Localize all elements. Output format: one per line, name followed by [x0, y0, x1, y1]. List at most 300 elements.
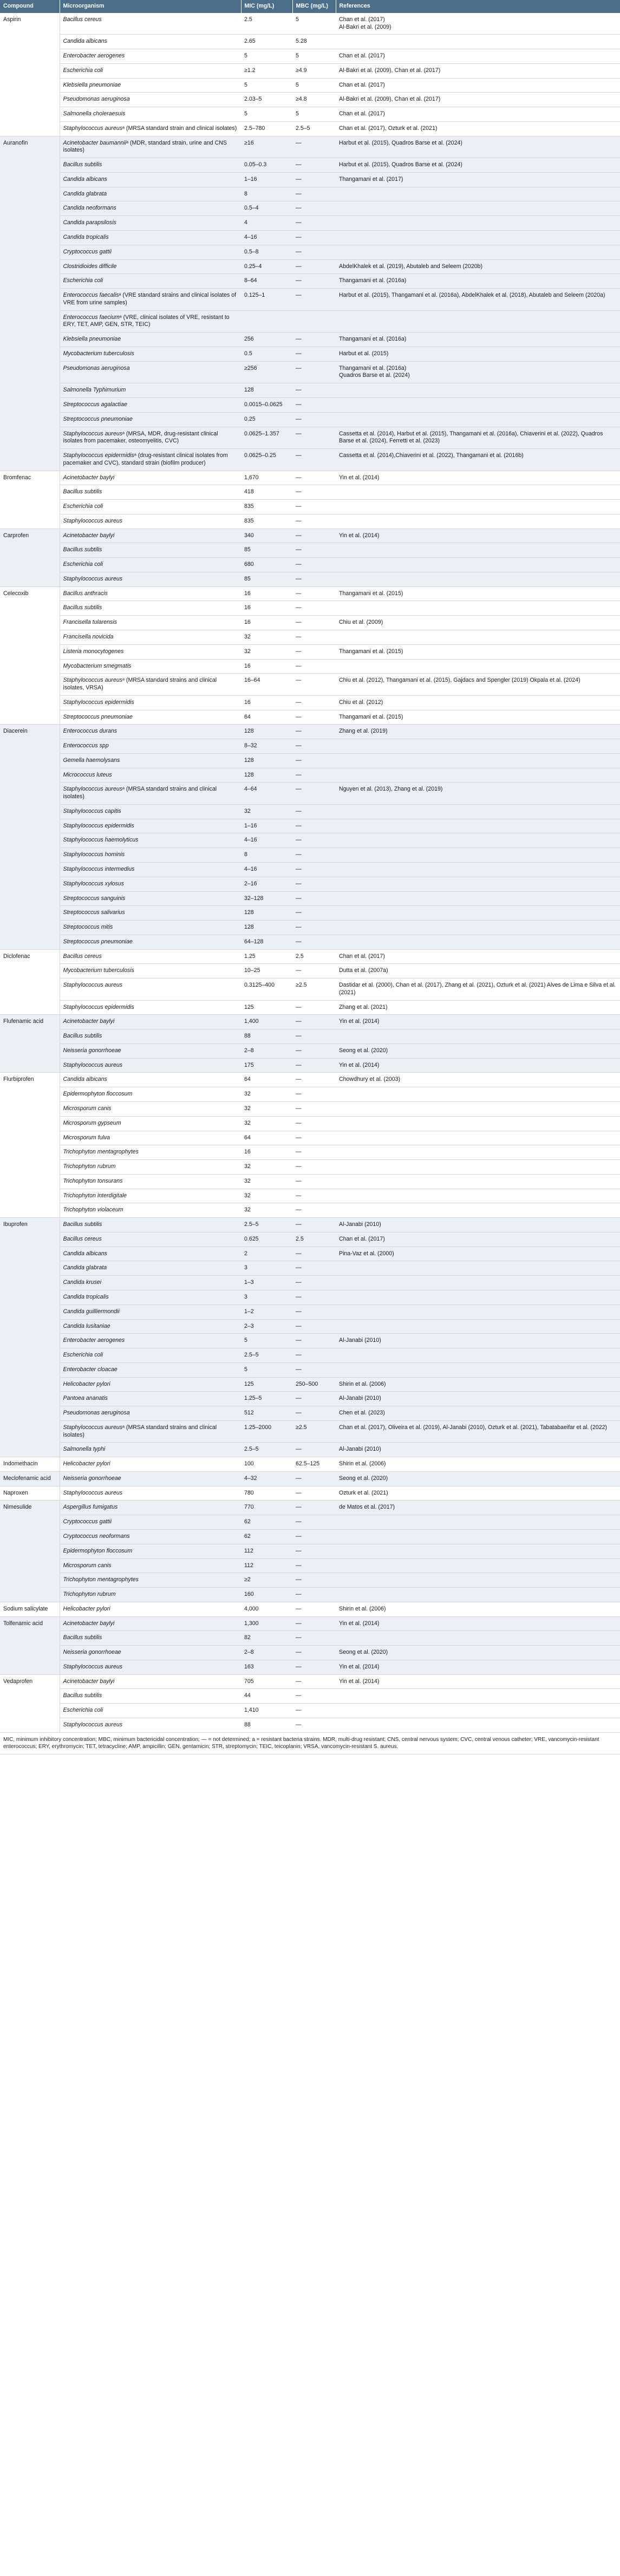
species-name: Acinetobacter baumannii: [63, 139, 127, 146]
species-name: Staphylococcus epidermidis: [63, 1003, 134, 1010]
microorganism-cell: [60, 485, 241, 500]
microorganism-cell: [60, 753, 241, 768]
mbc-cell: —: [292, 1486, 336, 1501]
compound-cell: Indomethacin: [0, 1457, 60, 1472]
table-row: [0, 514, 620, 529]
mic-cell: 0.05–0.3: [241, 158, 292, 173]
mic-cell: 0.25–4: [241, 259, 292, 274]
mbc-cell: —: [292, 1443, 336, 1457]
table-row: [0, 1015, 620, 1029]
mic-cell: 0.5: [241, 347, 292, 361]
microorganism-cell: [60, 136, 241, 158]
species-name: Bacillus subtilis: [63, 546, 102, 553]
mbc-cell: —: [292, 1189, 336, 1203]
mbc-cell: —: [292, 172, 336, 187]
compound-cell: Vedaprofen: [0, 1674, 60, 1732]
table-row: [0, 1131, 620, 1145]
mic-cell: 128: [241, 753, 292, 768]
species-name: Helicobacter pylori: [63, 1605, 110, 1612]
microorganism-cell: [60, 891, 241, 906]
microorganism-cell: [60, 1406, 241, 1421]
mic-cell: 4: [241, 216, 292, 231]
mic-cell: 0.5–4: [241, 201, 292, 216]
table-row: [0, 1646, 620, 1660]
table-row: [0, 397, 620, 412]
strain-note: ᵃ (MRSA standard strain and clinical isolates): [122, 125, 237, 132]
species-name: Gemella haemolysans: [63, 757, 120, 764]
microorganism-cell: [60, 1189, 241, 1203]
microorganism-cell: [60, 964, 241, 979]
mbc-cell: —: [292, 782, 336, 805]
reference-cell: Thangamani et al. (2016a): [336, 274, 620, 289]
species-name: Staphylococcus hominis: [63, 851, 125, 858]
table-row: [0, 1529, 620, 1544]
table-row: [0, 1501, 620, 1515]
reference-cell: [336, 1348, 620, 1363]
species-name: Escherichia coli: [63, 277, 103, 284]
microorganism-cell: [60, 1203, 241, 1218]
microorganism-cell: [60, 1087, 241, 1102]
reference-cell: [336, 906, 620, 921]
reference-cell: [336, 201, 620, 216]
microorganism-cell: [60, 107, 241, 122]
microorganism-cell: [60, 739, 241, 754]
compound-cell: Celecoxib: [0, 586, 60, 725]
mic-cell: 2.03–5: [241, 93, 292, 107]
mbc-cell: —: [292, 1174, 336, 1189]
reference-cell: Shirin et al. (2006): [336, 1377, 620, 1392]
mic-cell: 4–32: [241, 1471, 292, 1486]
mbc-cell: —: [292, 558, 336, 572]
mbc-cell: —: [292, 274, 336, 289]
table-row: [0, 1631, 620, 1646]
reference-cell: [336, 187, 620, 201]
reference-cell: Cassetta et al. (2014), Harbut et al. (2015), Thangamani et al. (2016a), Chiaverini et al. (2022), Quadros Barse et al. (2024), Ferretti et al. (2023): [336, 427, 620, 449]
microorganism-cell: [60, 725, 241, 739]
reference-cell: Thangamani et al. (2015): [336, 586, 620, 601]
mbc-cell: 2.5–5: [292, 121, 336, 136]
species-name: Enterobacter cloacae: [63, 1366, 118, 1373]
mbc-cell: —: [292, 1646, 336, 1660]
compound-cell: Tolfenamic acid: [0, 1616, 60, 1674]
reference-cell: Dastidar et al. (2000), Chan et al. (2017), Zhang et al. (2021), Ozturk et al. (2021) Alves de Lima e Silva et al. (2021): [336, 979, 620, 1001]
mic-cell: 82: [241, 1631, 292, 1646]
reference-cell: Shirin et al. (2006): [336, 1602, 620, 1616]
reference-cell: Zhang et al. (2021): [336, 1000, 620, 1015]
table-row: [0, 49, 620, 64]
reference-cell: [336, 1203, 620, 1218]
microorganism-cell: [60, 49, 241, 64]
reference-cell: [336, 659, 620, 674]
table-row: [0, 601, 620, 616]
mic-cell: 128: [241, 768, 292, 782]
compound-cell: Bromfenac: [0, 471, 60, 529]
reference-cell: [336, 1131, 620, 1145]
table-row: [0, 819, 620, 833]
table-row: [0, 412, 620, 427]
header-compound: Compound: [0, 0, 60, 13]
microorganism-cell: [60, 804, 241, 819]
compound-cell: Diacerein: [0, 725, 60, 949]
mbc-cell: —: [292, 1218, 336, 1232]
species-name: Candida glabrata: [63, 1264, 107, 1271]
reference-cell: Chiu et al. (2009): [336, 616, 620, 630]
table-row: [0, 949, 620, 964]
mbc-cell: —: [292, 725, 336, 739]
mbc-cell: —: [292, 1029, 336, 1044]
mic-cell: 64: [241, 1073, 292, 1087]
reference-cell: [336, 1529, 620, 1544]
mbc-cell: —: [292, 1276, 336, 1290]
mbc-cell: —: [292, 1319, 336, 1334]
microorganism-cell: [60, 695, 241, 710]
table-row: [0, 543, 620, 558]
mbc-cell: —: [292, 1588, 336, 1602]
species-name: Neisseria gonorrhoeae: [63, 1047, 121, 1054]
mic-cell: 0.125–1: [241, 289, 292, 311]
mic-cell: 32: [241, 1160, 292, 1175]
mbc-cell: —: [292, 1116, 336, 1131]
mic-cell: 112: [241, 1544, 292, 1558]
table-row: [0, 1660, 620, 1674]
mbc-cell: —: [292, 601, 336, 616]
table-row: [0, 1087, 620, 1102]
mic-cell: 32: [241, 630, 292, 644]
species-name: Trichophyton rubrum: [63, 1591, 116, 1598]
reference-cell: [336, 739, 620, 754]
reference-cell: Chan et al. (2017) Al-Bakri et al. (2009): [336, 13, 620, 35]
reference-cell: [336, 804, 620, 819]
microorganism-cell: [60, 572, 241, 586]
reference-cell: Al-Janabi (2010): [336, 1218, 620, 1232]
microorganism-cell: [60, 63, 241, 78]
species-name: Enterococcus durans: [63, 728, 118, 735]
mbc-cell: —: [292, 1529, 336, 1544]
species-name: Trichophyton rubrum: [63, 1163, 116, 1170]
table-row: [0, 768, 620, 782]
species-name: Clostridioides difficile: [63, 263, 117, 270]
strain-note: ᵃ (MRSA standard strains and clinical isolates, VRSA): [63, 677, 217, 692]
species-name: Helicobacter pylori: [63, 1460, 110, 1468]
table-row: [0, 1616, 620, 1631]
compound-cell: Flurbiprofen: [0, 1073, 60, 1218]
reference-cell: Pina-Vaz et al. (2000): [336, 1247, 620, 1261]
microorganism-cell: [60, 710, 241, 725]
mic-cell: ≥256: [241, 361, 292, 383]
reference-cell: [336, 1189, 620, 1203]
mic-cell: 1,300: [241, 1616, 292, 1631]
reference-cell: Yin et al. (2014): [336, 471, 620, 485]
microorganism-cell: [60, 1058, 241, 1073]
table-row: [0, 1486, 620, 1501]
reference-cell: Yin et al. (2014): [336, 1660, 620, 1674]
species-name: Staphylococcus aureus: [63, 677, 123, 684]
mbc-cell: 2.5: [292, 949, 336, 964]
mbc-cell: —: [292, 1203, 336, 1218]
table-row: [0, 1406, 620, 1421]
mbc-cell: —: [292, 543, 336, 558]
reference-cell: Thangamani et al. (2016a): [336, 332, 620, 347]
table-row: [0, 804, 620, 819]
species-name: Listeria monocytogenes: [63, 648, 124, 655]
species-name: Bacillus cereus: [63, 1235, 102, 1242]
reference-cell: [336, 1102, 620, 1117]
table-row: [0, 877, 620, 891]
microorganism-cell: [60, 158, 241, 173]
microorganism-cell: [60, 1218, 241, 1232]
reference-cell: Dutta et al. (2007a): [336, 964, 620, 979]
mbc-cell: —: [292, 616, 336, 630]
species-name: Escherichia coli: [63, 561, 103, 568]
table-row: [0, 13, 620, 35]
mic-cell: 4–64: [241, 782, 292, 805]
reference-cell: [336, 1029, 620, 1044]
mbc-cell: —: [292, 1334, 336, 1348]
table-row: [0, 1443, 620, 1457]
table-row: [0, 187, 620, 201]
mic-cell: 5: [241, 78, 292, 93]
reference-cell: [336, 500, 620, 514]
mic-cell: 1,400: [241, 1015, 292, 1029]
reference-cell: Harbut et al. (2015), Quadros Barse et al. (2024): [336, 136, 620, 158]
microorganism-cell: [60, 1588, 241, 1602]
mic-cell: 0.25: [241, 412, 292, 427]
species-name: Candida guilliermondii: [63, 1308, 120, 1315]
mbc-cell: —: [292, 1160, 336, 1175]
header-mic: MIC (mg/L): [241, 0, 292, 13]
table-row: [0, 1377, 620, 1392]
microorganism-cell: [60, 1334, 241, 1348]
microorganism-cell: [60, 1348, 241, 1363]
species-name: Staphylococcus intermedius: [63, 866, 135, 872]
mic-cell: 8–64: [241, 274, 292, 289]
table-row: [0, 1573, 620, 1588]
mbc-cell: —: [292, 361, 336, 383]
table-row: [0, 1334, 620, 1348]
microorganism-cell: [60, 1660, 241, 1674]
species-name: Aspergillus fumigatus: [63, 1504, 118, 1511]
mbc-cell: —: [292, 586, 336, 601]
microorganism-cell: [60, 1362, 241, 1377]
microorganism-cell: [60, 1689, 241, 1704]
species-name: Enterobacter aerogenes: [63, 53, 125, 60]
species-name: Escherichia coli: [63, 1707, 103, 1714]
table-row: [0, 1160, 620, 1175]
reference-cell: Harbut et al. (2015), Thangamani et al. (2016a), AbdelKhalek et al. (2018), Abutaleb and Seleem (2020a): [336, 289, 620, 311]
microorganism-cell: [60, 906, 241, 921]
species-name: Bacillus subtilis: [63, 161, 102, 168]
mic-cell: 32: [241, 1203, 292, 1218]
mic-cell: 64–128: [241, 935, 292, 949]
species-name: Microsporum canis: [63, 1105, 112, 1112]
header-mbc: MBC (mg/L): [292, 0, 336, 13]
mbc-cell: —: [292, 674, 336, 696]
compound-cell: Naproxen: [0, 1486, 60, 1501]
reference-cell: [336, 768, 620, 782]
species-name: Bacillus subtilis: [63, 604, 102, 611]
reference-cell: [336, 558, 620, 572]
table-row: [0, 1457, 620, 1472]
reference-cell: [336, 412, 620, 427]
species-name: Neisseria gonorrhoeae: [63, 1649, 121, 1656]
reference-cell: [336, 1544, 620, 1558]
microorganism-cell: [60, 121, 241, 136]
reference-cell: Chan et al. (2017), Oliveira et al. (2019), Al-Janabi (2010), Ozturk et al. (2021), Tabatabaeifar et al. (2022): [336, 1420, 620, 1443]
mbc-cell: —: [292, 1247, 336, 1261]
mic-cell: 64: [241, 1131, 292, 1145]
microorganism-cell: [60, 768, 241, 782]
mbc-cell: —: [292, 1631, 336, 1646]
species-name: Salmonella Typhimurium: [63, 387, 126, 394]
species-name: Streptococcus agalactiae: [63, 401, 127, 408]
mic-cell: 0.3125–400: [241, 979, 292, 1001]
mic-cell: 16: [241, 695, 292, 710]
microorganism-cell: [60, 1457, 241, 1472]
mic-cell: 2.65: [241, 35, 292, 49]
header-microorganism: Microorganism: [60, 0, 241, 13]
reference-cell: [336, 245, 620, 259]
species-name: Streptococcus pneumoniae: [63, 938, 133, 945]
microorganism-cell: [60, 412, 241, 427]
mbc-cell: —: [292, 1102, 336, 1117]
mbc-cell: —: [292, 1058, 336, 1073]
mbc-cell: —: [292, 136, 336, 158]
reference-cell: [336, 833, 620, 848]
table-row: [0, 1276, 620, 1290]
reference-cell: [336, 1558, 620, 1573]
compound-cell: Nimesulide: [0, 1501, 60, 1602]
reference-cell: [336, 1087, 620, 1102]
species-name: Candida parapsilosis: [63, 219, 116, 226]
reference-cell: Thangamani et al. (2015): [336, 644, 620, 659]
table-row: [0, 289, 620, 311]
species-name: Staphylococcus aureus: [63, 1061, 123, 1068]
microorganism-cell: [60, 1029, 241, 1044]
table-row: [0, 1544, 620, 1558]
microorganism-cell: [60, 630, 241, 644]
mic-cell: 5: [241, 49, 292, 64]
table-row: [0, 1290, 620, 1305]
reference-cell: Shirin et al. (2006): [336, 1457, 620, 1472]
table-row: [0, 78, 620, 93]
microorganism-cell: [60, 1305, 241, 1319]
microorganism-cell: [60, 500, 241, 514]
mbc-cell: —: [292, 1689, 336, 1704]
mic-cell: 160: [241, 1588, 292, 1602]
mbc-cell: —: [292, 1087, 336, 1102]
species-name: Cryptococcus neoformans: [63, 1532, 130, 1540]
mbc-cell: —: [292, 1515, 336, 1530]
species-name: Streptococcus pneumoniae: [63, 713, 133, 720]
reference-cell: [336, 601, 620, 616]
table-row: [0, 216, 620, 231]
mic-cell: 680: [241, 558, 292, 572]
microorganism-cell: [60, 1471, 241, 1486]
reference-cell: de Matos et al. (2017): [336, 1501, 620, 1515]
mic-cell: 2–8: [241, 1044, 292, 1058]
reference-cell: Ozturk et al. (2021): [336, 1486, 620, 1501]
mbc-cell: —: [292, 1602, 336, 1616]
species-name: Microsporum canis: [63, 1562, 112, 1569]
species-name: Neisseria gonorrhoeae: [63, 1475, 121, 1482]
species-name: Francisella novicida: [63, 633, 114, 640]
table-row: [0, 529, 620, 543]
mic-cell: 770: [241, 1501, 292, 1515]
microorganism-cell: [60, 1646, 241, 1660]
mbc-cell: —: [292, 1471, 336, 1486]
microorganism-cell: [60, 1573, 241, 1588]
mic-cell: 2–3: [241, 1319, 292, 1334]
mic-cell: 512: [241, 1406, 292, 1421]
reference-cell: [336, 35, 620, 49]
species-name: Bacillus subtilis: [63, 488, 102, 495]
microorganism-cell: [60, 1631, 241, 1646]
microorganism-cell: [60, 201, 241, 216]
microorganism-cell: [60, 231, 241, 245]
species-name: Pseudomonas aeruginosa: [63, 96, 130, 103]
species-name: Staphylococcus aureus: [63, 1721, 123, 1728]
table-row: [0, 231, 620, 245]
species-name: Staphylococcus aureus: [63, 1489, 123, 1496]
reference-cell: [336, 921, 620, 935]
mic-cell: 16: [241, 1145, 292, 1160]
compound-cell: Ibuprofen: [0, 1218, 60, 1457]
species-name: Staphylococcus epidermidis: [63, 699, 134, 706]
mbc-cell: —: [292, 449, 336, 471]
reference-cell: [336, 1573, 620, 1588]
reference-cell: Seong et al. (2020): [336, 1044, 620, 1058]
reference-cell: [336, 383, 620, 398]
mic-cell: 125: [241, 1377, 292, 1392]
mic-cell: 2: [241, 1247, 292, 1261]
mbc-cell: 5: [292, 13, 336, 35]
species-name: Acinetobacter baylyi: [63, 1018, 115, 1025]
mic-cell: 1.25–2000: [241, 1420, 292, 1443]
species-name: Candida lusitaniae: [63, 1322, 110, 1329]
mbc-cell: —: [292, 695, 336, 710]
mic-cell: ≥2: [241, 1573, 292, 1588]
microorganism-cell: [60, 1145, 241, 1160]
microorganism-cell: [60, 674, 241, 696]
mbc-cell: —: [292, 245, 336, 259]
reference-cell: [336, 1174, 620, 1189]
header-row: [0, 0, 620, 13]
mic-cell: 62: [241, 1529, 292, 1544]
microorganism-cell: [60, 93, 241, 107]
microorganism-cell: [60, 1247, 241, 1261]
microorganism-cell: [60, 848, 241, 863]
header-references: References: [336, 0, 620, 13]
reference-cell: Al-Bakri et al. (2009), Chan et al. (2017): [336, 93, 620, 107]
mic-cell: 0.0625–1.357: [241, 427, 292, 449]
microorganism-cell: [60, 187, 241, 201]
reference-cell: [336, 863, 620, 877]
mbc-cell: —: [292, 289, 336, 311]
mbc-cell: —: [292, 753, 336, 768]
table-row: [0, 753, 620, 768]
strain-note: ᵃ (MRSA standard strains and clinical isolates): [63, 1424, 217, 1438]
mbc-cell: —: [292, 1704, 336, 1718]
species-name: Bacillus anthracis: [63, 590, 108, 597]
mbc-cell: —: [292, 833, 336, 848]
reference-cell: Chen et al. (2023): [336, 1406, 620, 1421]
mbc-cell: —: [292, 471, 336, 485]
mbc-cell: —: [292, 1145, 336, 1160]
species-name: Streptococcus pneumoniae: [63, 415, 133, 422]
strain-note: ᵃ (MRSA standard strains and clinical isolates): [63, 786, 217, 800]
reference-cell: Zhang et al. (2019): [336, 725, 620, 739]
species-name: Staphylococcus aureus: [63, 517, 123, 524]
